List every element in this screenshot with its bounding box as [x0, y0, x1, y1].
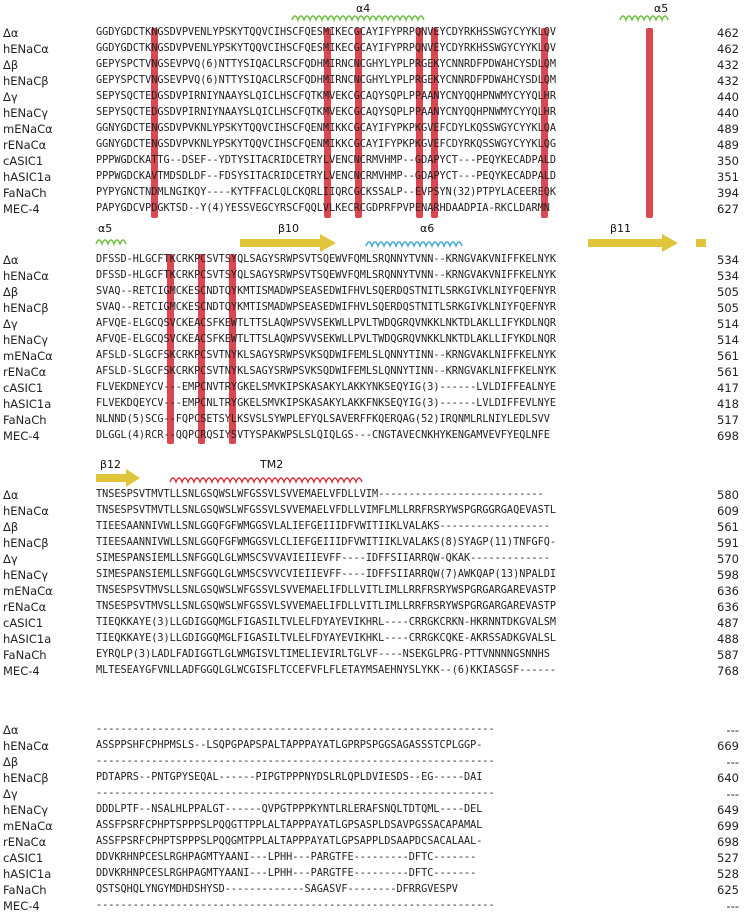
sequence-end: 561 — [717, 365, 739, 379]
alignment-row — [0, 252, 747, 268]
annotation-beta11-label: β11 — [610, 222, 632, 235]
sequence-residues: FLVEKDNEYCV---EMPCNVTRYGKELSMVKIPSKASAKYLAKKYNKSEQYIG(3)------LVLDIFFEALNYE — [96, 382, 557, 393]
alignment-row — [0, 487, 747, 503]
sequence-name: Δβ — [3, 520, 19, 534]
sequence-residues: TIEQKKAYE(3)LLGDIGGQMGLFIGASILTVLELFDYAYEVIKHRL----CRRGKCRKN-HKRNNTDKGVALSM — [96, 617, 557, 628]
alignment-row — [0, 738, 747, 754]
sequence-residues: FLVEKDQEYCV---EMPCNLTRYGKELSMVKIPSKASAKYLAKKFNKSEQYIG(3)------LVLDIFFEVLNYE — [96, 398, 557, 409]
sequence-name: hENaCα — [3, 42, 49, 56]
alignment-row — [0, 535, 747, 551]
sequence-end: 394 — [717, 186, 739, 200]
sequence-name: rENaCα — [3, 600, 47, 614]
alignment-row — [0, 121, 747, 137]
sequence-residues: PDTAPRS--PNTGPYSEQAL------PIPGTPPPNYDSLRLQPLDVIESDS--EG-----DAI — [96, 772, 483, 783]
sequence-end: 640 — [717, 771, 739, 785]
sequence-end: 514 — [717, 333, 739, 347]
alignment-row — [0, 722, 747, 738]
sequence-name: Δβ — [3, 755, 19, 769]
sequence-end: 462 — [717, 42, 739, 56]
alignment-row — [0, 818, 747, 834]
sequence-name: cASIC1 — [3, 154, 44, 168]
sequence-name: hASIC1a — [3, 170, 52, 184]
sequence-end: 351 — [717, 170, 739, 184]
sequence-name: mENaCα — [3, 819, 53, 833]
sequence-name: hASIC1a — [3, 397, 52, 411]
sequence-name: hENaCγ — [3, 106, 49, 120]
sequence-residues: DFSSD-HLGCFTKCRKPCSVTSYQLSAGYSRWPSVTSQEWVFQMLSRQNNYTVNN--KRNGVAKVNIFFKELNYK — [96, 270, 557, 281]
sequence-residues: AFVQE-ELGCQSVCKEACSFKEWTLTTSLAQWPSVVSEKWLLPVLTWDQGRQVNKKLNKTDLAKLLIFYKDLNQR — [96, 334, 557, 345]
sequence-name: cASIC1 — [3, 381, 44, 395]
sequence-name: cASIC1 — [3, 851, 44, 865]
sequence-end: 462 — [717, 26, 739, 40]
sequence-end: 636 — [717, 584, 739, 598]
alignment-row — [0, 802, 747, 818]
sequence-residues: PPPWGDCKAVTMDSDLDF--FDSYSITACRIDCETRYLVENCNCRMVHMP--GDAPYCT---PEQYKECADPALD — [96, 171, 557, 182]
sequence-name: Δα — [3, 26, 19, 40]
sequence-end: 440 — [717, 106, 739, 120]
alignment-row — [0, 41, 747, 57]
sequence-residues: SIMESPANSIEMLLSNFGGQLGLWMSCSVVCVIEIIEVFF----IDFFSIIARRQW(7)AWKQAP(13)NPALDI — [96, 569, 557, 580]
helix-alpha4 — [292, 16, 424, 20]
alignment-row — [0, 332, 747, 348]
alignment-row — [0, 201, 747, 217]
helix-alpha5-b — [96, 240, 126, 244]
sequence-residues: GEPYSPCTVNGSEVPVQ(6)NTTYSIQACLRSCFQDHMIRNCNCGHYLYPLPRGEKYCNNRDFPDWAHCYSDLQM — [96, 75, 557, 86]
sequence-residues: NLNND(5)SCG--FQPCSETSYLKSVSLSYWPLEFYQLSAVERFFKQERQAG(52)IRQNMLRLNIYLEDLSVV — [96, 414, 550, 425]
alignment-row — [0, 25, 747, 41]
sequence-end: 609 — [717, 504, 739, 518]
alignment-row — [0, 503, 747, 519]
sequence-residues: ASSFPSRFCPHPTSPPPSLPQQGTTPPLALTAPPPAYATLGPSASPLDSAVPGSSACAPAMAL — [96, 820, 483, 831]
sequence-residues: TIEQKKAYE(3)LLGDIGGQMGLFIGASILTVLELFDYAYEVIKHKL----CRRGKCQKE-AKRSSADKGVALSL — [96, 633, 557, 644]
sequence-end: 561 — [717, 349, 739, 363]
sequence-name: hASIC1a — [3, 632, 52, 646]
sequence-end: --- — [726, 899, 739, 913]
alignment-row — [0, 631, 747, 647]
alignment-row — [0, 169, 747, 185]
sequence-name: Δα — [3, 253, 19, 267]
sequence-end: 432 — [717, 58, 739, 72]
alignment-row — [0, 396, 747, 412]
sequence-name: hENaCγ — [3, 333, 49, 347]
sequence-name: cASIC1 — [3, 616, 44, 630]
sequence-name: hENaCβ — [3, 536, 49, 550]
sequence-name: rENaCα — [3, 835, 47, 849]
sequence-name: hENaCγ — [3, 568, 49, 582]
sequence-end: 570 — [717, 552, 739, 566]
sequence-name: FaNaCh — [3, 186, 47, 200]
alignment-row — [0, 599, 747, 615]
sequence-name: Δγ — [3, 787, 18, 801]
sequence-end: 514 — [717, 317, 739, 331]
annotation-alpha5-label: α5 — [98, 222, 113, 235]
sequence-name: mENaCα — [3, 122, 53, 136]
annotation-alpha5-label: α5 — [654, 2, 669, 15]
alignment-row — [0, 380, 747, 396]
helix-alpha6 — [366, 242, 462, 246]
sequence-end: 534 — [717, 253, 739, 267]
sequence-end: 527 — [717, 851, 739, 865]
sequence-residues: DFSSD-HLGCFTKCRKPCSVTSYQLSAGYSRWPSVTSQEWVFQMLSRQNNYTVNN--KRNGVAKVNIFFKELNYK — [96, 254, 557, 265]
alignment-row — [0, 428, 747, 444]
sequence-end: 489 — [717, 138, 739, 152]
sequence-residues: ----------------------------------------------------------------- — [96, 724, 495, 735]
annotation-alpha4-label: α4 — [356, 2, 371, 15]
sequence-name: mENaCα — [3, 349, 53, 363]
sequence-name: MEC-4 — [3, 899, 40, 913]
alignment-row — [0, 898, 747, 914]
alignment-row — [0, 137, 747, 153]
sequence-end: 534 — [717, 269, 739, 283]
sequence-end: 698 — [717, 429, 739, 443]
sequence-name: MEC-4 — [3, 664, 40, 678]
sequence-end: 625 — [717, 883, 739, 897]
alignment-row — [0, 185, 747, 201]
alignment-row — [0, 153, 747, 169]
sequence-end: 598 — [717, 568, 739, 582]
sequence-end: 699 — [717, 819, 739, 833]
sequence-name: hENaCβ — [3, 771, 49, 785]
sequence-residues: ----------------------------------------------------------------- — [96, 756, 495, 767]
alignment-row — [0, 882, 747, 898]
strand-beta11 — [588, 234, 706, 252]
sequence-name: MEC-4 — [3, 202, 40, 216]
sequence-residues: TIEESAANNIVWLLSNLGGQFGFWMGGSVLCLIEFGEIIIDFVWITIIKLVALAKS(8)SYAGP(11)TNFGFQ- — [96, 537, 557, 548]
sequence-residues: TNSESPSVTMVSLLSNLGSQWSLWFGSSVLSVVEMAELIFDLLVITLIMLLRRFRSRYWSPGRGARGAREVASTP — [96, 601, 557, 612]
sequence-name: Δβ — [3, 58, 19, 72]
alignment-row — [0, 615, 747, 631]
sequence-end: 698 — [717, 835, 739, 849]
sequence-end: 636 — [717, 600, 739, 614]
annotation-beta12-label: β12 — [100, 458, 122, 471]
sequence-residues: SIMESPANSIEMLLSNFGGQLGLWMSCSVVAVIEIIEVFF----IDFFSIIARRQW-QKAK------------- — [96, 553, 550, 564]
sequence-name: Δα — [3, 488, 19, 502]
annotation-TM2-label: TM2 — [260, 458, 284, 471]
sequence-end: 417 — [717, 381, 739, 395]
sequence-end: 627 — [717, 202, 739, 216]
strand-beta10 — [240, 234, 336, 252]
alignment-row — [0, 105, 747, 121]
sequence-residues: TNSESPSVTMVTLLSNLGSQWSLWFGSSVLSVVEMAELVFDLLVIM--------------------------- — [96, 489, 544, 500]
alignment-row — [0, 57, 747, 73]
strand-beta12 — [96, 469, 140, 487]
sequence-residues: DDDLPTF--NSALHLPPALGT------QVPGTPPPKYNTLRLERAFSNQLTDTQML----DEL — [96, 804, 483, 815]
sequence-residues: DLGGL(4)RCR--QQPCRQSIYSVTYSPAKWPSLSLQIQLGS---CNGTAVECNKHYKENGAMVEVFYEQLNFE — [96, 430, 550, 441]
sequence-end: 517 — [717, 413, 739, 427]
alignment-row — [0, 583, 747, 599]
sequence-end: 440 — [717, 90, 739, 104]
sequence-residues: TIEESAANNIVWLLSNLGGQFGFWMGGSVLALIEFGEIIIDFVWITIIKLVALAKS------------------ — [96, 521, 550, 532]
sequence-residues: TNSESPSVTMVTLLSNLGSQWSLWFGSSVLSVVEMAELVFDLLVIMFLMLLRRFRSRYWSPGRGGRGAQEVASTL — [96, 505, 557, 516]
sequence-residues: DDVKRHNPCESLRGHPAGMTYAANI---LPHH---PARGTFE---------DFTC------- — [96, 868, 477, 879]
sequence-end: 487 — [717, 616, 739, 630]
sequence-residues: GGDYGDCTKNGSDVPVENLYPSKYTQQVCIHSCFQESMIKECGCAYIFYPRPQNVEYCDYRKHSSWGYCYYKLQV — [96, 27, 557, 38]
alignment-row — [0, 89, 747, 105]
sequence-name: hENaCα — [3, 739, 49, 753]
annotation-beta10-label: β10 — [278, 222, 300, 235]
sequence-residues: GGDYGDCTKNGSDVPVENLYPSKYTQQVCIHSCFQESMIKECGCAYIFYPRPQNVEYCDYRKHSSWGYCYYKLQV — [96, 43, 557, 54]
sequence-name: hENaCα — [3, 504, 49, 518]
sequence-residues: ASSPPSHFCPHPMSLS--LSQPGPAPSPALTAPPPAYATLGPRPSPGGSAGASSSTCPLGGP- — [96, 740, 483, 751]
sequence-name: FaNaCh — [3, 883, 47, 897]
sequence-name: MEC-4 — [3, 429, 40, 443]
alignment-row — [0, 866, 747, 882]
sequence-name: hASIC1a — [3, 867, 52, 881]
sequence-name: Δγ — [3, 90, 18, 104]
sequence-end: 591 — [717, 536, 739, 550]
sequence-name: hENaCα — [3, 269, 49, 283]
sequence-end: --- — [726, 755, 739, 769]
sequence-end: 649 — [717, 803, 739, 817]
sequence-end: 489 — [717, 122, 739, 136]
sequence-end: 768 — [717, 664, 739, 678]
sequence-residues: GGNYGDCTENGSDVPVKNLYPSKYTQQVCIHSCFQENMIKKCGCAYIFYPKPKGVEFCDYLKQSSWGYCYYKLQA — [96, 123, 557, 134]
sequence-end: 418 — [717, 397, 739, 411]
alignment-row — [0, 268, 747, 284]
alignment-row — [0, 316, 747, 332]
sequence-residues: SVAQ--RETCIGMCKESCNDTQYKMTISMADWPSEASEDWIFHVLSQERDQSTNITLSRKGIVKLNIYFQEFNYR — [96, 302, 557, 313]
sequence-end: 432 — [717, 74, 739, 88]
sequence-name: rENaCα — [3, 365, 47, 379]
alignment-row — [0, 834, 747, 850]
sequence-residues: PPPWGDCKATTG--DSEF--YDTYSITACRIDCETRYLVENCNCRMVHMP--GDAPYCT---PEQYKECADPALD — [96, 155, 557, 166]
alignment-row — [0, 412, 747, 428]
sequence-end: 488 — [717, 632, 739, 646]
helix-alpha5-a — [620, 16, 668, 20]
sequence-residues: AFVQE-ELGCQSVCKEACSFKEWTLTTSLAQWPSVVSEKWLLPVLTWDQGRQVNKKLNKTDLAKLLIFYKDLNQR — [96, 318, 557, 329]
sequence-name: FaNaCh — [3, 413, 47, 427]
sequence-end: 587 — [717, 648, 739, 662]
alignment-row — [0, 364, 747, 380]
sequence-residues: MLTESEAYGFVNLLADFGGQLGLWCGISFLTCCEFVFLFLETAYMSAEHNYSLYKK--(6)KKIASGSF------ — [96, 665, 557, 676]
sequence-end: 561 — [717, 520, 739, 534]
sequence-end: 505 — [717, 285, 739, 299]
sequence-residues: AFSLD-SLGCFSKCRKPCSVTNYKLSAGYSRWPSVKSQDWIFEMLSLQNNYTINN--KRNGVAKLNIFFKELNYK — [96, 366, 557, 377]
alignment-row — [0, 348, 747, 364]
sequence-end: 528 — [717, 867, 739, 881]
alignment-row — [0, 73, 747, 89]
alignment-row — [0, 567, 747, 583]
annotation-alpha6-label: α6 — [420, 222, 435, 235]
sequence-name: FaNaCh — [3, 648, 47, 662]
sequence-name: Δγ — [3, 552, 18, 566]
alignment-row — [0, 663, 747, 679]
sequence-end: --- — [726, 723, 739, 737]
sequence-end: 580 — [717, 488, 739, 502]
alignment-row — [0, 647, 747, 663]
sequence-residues: ----------------------------------------------------------------- — [96, 788, 495, 799]
sequence-residues: GGNYGDCTENGSDVPVKNLYPSKYTQQVCIHSCFQENMIKKCGCAYIFYPKPKGVEFCDYRKQSSWGYCYYKLQG — [96, 139, 557, 150]
alignment-row — [0, 519, 747, 535]
sequence-residues: TNSESPSVTMVSLLSNLGSQWSLWFGSSVLSVVEMAELIFDLLVITLIMLLRRFRSRYWSPGRGARGAREVASTP — [96, 585, 557, 596]
sequence-residues: SVAQ--RETCIGMCKESCNDTQYKMTISMADWPSEASEDWIFHVLSQERDQSTNITLSRKGIVKLNIYFQEFNYR — [96, 286, 557, 297]
sequence-residues: QSTSQHQLYNGYMDHDSHYSD-------------SAGASVF--------DFRRGVESPV — [96, 884, 458, 895]
sequence-end: 669 — [717, 739, 739, 753]
sequence-name: Δα — [3, 723, 19, 737]
helix-TM2 — [170, 478, 362, 482]
alignment-row — [0, 284, 747, 300]
sequence-residues: PAPYGDCVPDGKTSD--Y(4)YESSVEGCYRSCFQQLVLKECRCGDPRFPVPENARHDAADPIA-RKCLDARMN — [96, 203, 550, 214]
sequence-residues: EYRQLP(3)LADLFADIGGTLGLWMGISVLTIMELIEVIRLTGLVF----NSEKGLPRG-PTTVNNNNGSNNHS — [96, 649, 550, 660]
sequence-residues: DDVKRHNPCESLRGHPAGMTYAANI---LPHH---PARGTFE---------DFTC------- — [96, 852, 477, 863]
sequence-residues: AFSLD-SLGCFSKCRKPCSVTNYKLSAGYSRWPSVKSQDWIFEMLSLQNNYTINN--KRNGVAKLNIFFKELNYK — [96, 350, 557, 361]
sequence-end: 350 — [717, 154, 739, 168]
alignment-row — [0, 754, 747, 770]
sequence-name: rENaCα — [3, 138, 47, 152]
sequence-residues: ASSFPSRFCPHPTSPPPSLPQQGMTPPLALTAPPPAYATLGPSAPPLDSAAPDCSACALAAL- — [96, 836, 483, 847]
sequence-residues: GEPYSPCTVNGSEVPVQ(6)NTTYSIQACLRSCFQDHMIRNCNCGHYLYPLPRGEKYCNNRDFPDWAHCYSDLQM — [96, 59, 557, 70]
sequence-end: 505 — [717, 301, 739, 315]
alignment-row — [0, 850, 747, 866]
sequence-residues: SEPYSQCTEDGSDVPIRNIYNAAYSLQICLHSCFQTKMVEKCGCAQYSQPLPPAANYCNYQQHPNWMYCYYQLHR — [96, 107, 557, 118]
alignment-row — [0, 786, 747, 802]
alignment-row — [0, 770, 747, 786]
sequence-name: hENaCβ — [3, 74, 49, 88]
sequence-name: hENaCβ — [3, 301, 49, 315]
sequence-name: Δγ — [3, 317, 18, 331]
sequence-name: mENaCα — [3, 584, 53, 598]
alignment-row — [0, 551, 747, 567]
sequence-name: Δβ — [3, 285, 19, 299]
alignment-row — [0, 300, 747, 316]
sequence-end: --- — [726, 787, 739, 801]
sequence-residues: PYPYGNCTNDMLNGIKQY----KYTFFACLQLCKQRLIIQRCGCKSSALP--EVPSYN(32)PTPYLACEEREQK — [96, 187, 557, 198]
sequence-residues: SEPYSQCTEDGSDVPIRNIYNAAYSLQICLHSCFQTKMVEKCGCAQYSQPLPPAANYCNYQQHPNWMYCYYQLHR — [96, 91, 557, 102]
sequence-name: hENaCγ — [3, 803, 49, 817]
sequence-residues: ----------------------------------------------------------------- — [96, 900, 495, 911]
